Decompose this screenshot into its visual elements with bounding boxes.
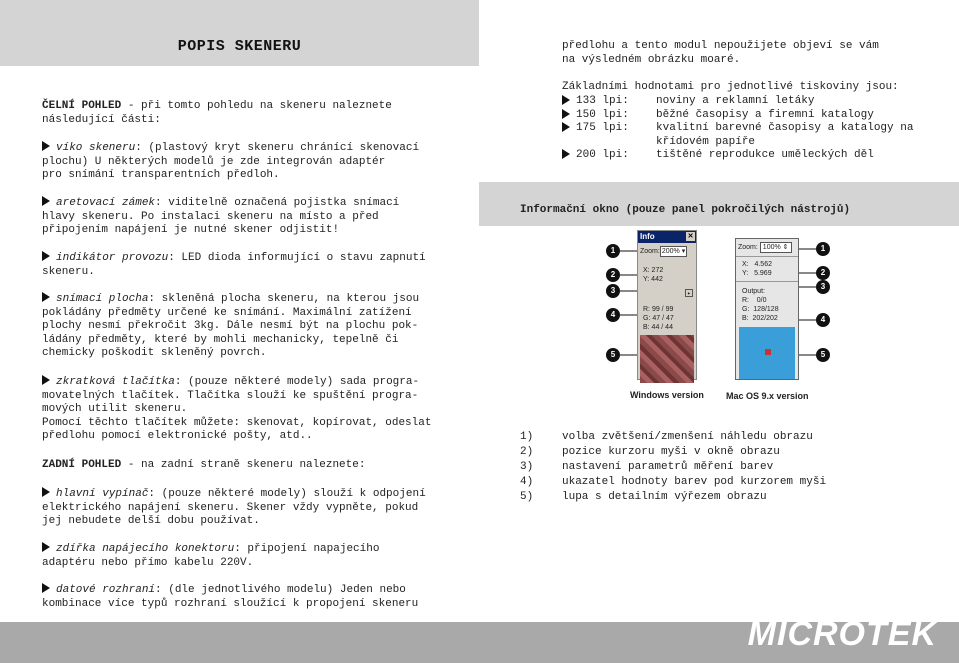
magnifier-preview <box>739 327 795 379</box>
bullet-arrow-icon <box>562 149 570 159</box>
list-item: 2) pozice kurzoru myši v okně obrazu <box>520 446 780 458</box>
callout-4: 4 <box>606 308 620 322</box>
microtek-logo: MICROTEK <box>747 615 937 653</box>
mac-info-window <box>735 238 799 380</box>
lpi-row: 175 lpi: kvalitní barevné časopisy a katalogy na křídovém papíře <box>562 122 922 149</box>
item-tlacitka: zkratková tlačítka: (pouze některé modely) sada progra- movatelných tlačítek. Tlačítka slouží ke spuštění progra- mových utilit skeneru. Pomocí těchto tlačítek můžete: skenovat, kopírovat, odeslat předlohu pomocí elektronické pošty, atd.. <box>42 376 432 443</box>
window-titlebar: Info ✕ <box>638 231 696 243</box>
header-band <box>0 0 479 66</box>
bullet-arrow-icon <box>42 375 50 385</box>
lpi-list <box>562 95 922 163</box>
moire-continuation: předlohu a tento modul nepoužijete objeví se vám na výsledném obrázku moaré. <box>562 40 879 66</box>
callout-3: 3 <box>816 280 830 294</box>
item-aretace: aretovací zámek: viditelně označená pojistka snímací hlavy skeneru. Po instalaci skeneru na místo a před připojením napájení je nutné skener odjistit! <box>42 197 400 237</box>
play-icon: ▸ <box>685 289 693 297</box>
bullet-arrow-icon <box>42 583 50 593</box>
front-view-intro: ČELNÍ POHLED - při tomto pohledu na skeneru naleznete následující části: <box>42 100 392 126</box>
list-item: 1) volba zvětšení/zmenšení náhledu obrazu <box>520 431 813 443</box>
windows-info-window <box>637 230 697 380</box>
list-item: 4) ukazatel hodnoty barev pod kurzorem myši <box>520 476 827 488</box>
callout-3: 3 <box>606 284 620 298</box>
rear-heading: ZADNÍ POHLED <box>42 459 122 471</box>
front-heading: ČELNÍ POHLED <box>42 100 122 112</box>
magnifier-preview <box>640 335 694 383</box>
bullet-arrow-icon <box>42 292 50 302</box>
zoom-row: Zoom: 100% ⇕ <box>736 239 798 256</box>
lpi-row: 150 lpi: běžné časopisy a firemní katalogy <box>562 109 922 123</box>
lpi-row: 200 lpi: tištěné reprodukce uměleckých děl <box>562 149 922 163</box>
bullet-arrow-icon <box>42 251 50 261</box>
bullet-arrow-icon <box>42 542 50 552</box>
callout-1: 1 <box>816 242 830 256</box>
info-section-title: Informační okno (pouze panel pokročilých nástrojů) <box>520 204 851 216</box>
lpi-row: 133 lpi: noviny a reklamní letáky <box>562 95 922 109</box>
cursor-position: X: 4.562 Y: 5.969 <box>736 256 798 278</box>
zoom-row: Zoom: 200% ▾ <box>640 248 686 255</box>
zoom-select[interactable]: 200% ▾ <box>661 248 686 255</box>
bullet-arrow-icon <box>562 109 570 119</box>
callout-2: 2 <box>816 266 830 280</box>
list-item: 5) lupa s detailním výřezem obrazu <box>520 491 767 503</box>
rear-view-intro: ZADNÍ POHLED - na zadní straně skeneru naleznete: <box>42 459 366 471</box>
mac-caption: Mac OS 9.x version <box>726 391 809 401</box>
windows-caption: Windows version <box>630 390 704 400</box>
bullet-arrow-icon <box>42 141 50 151</box>
callout-4: 4 <box>816 313 830 327</box>
callout-2: 2 <box>606 268 620 282</box>
callout-5: 5 <box>606 348 620 362</box>
list-item: 3) nastavení parametrů měření barev <box>520 461 774 473</box>
item-rozhrani: datové rozhraní: (dle jednotlivého modelu) Jeden nebo kombinace více typů rozhraní sloužící k propojení skeneru <box>42 584 419 610</box>
item-plocha: snímací plocha: skleněná plocha skeneru, na kterou jsou pokládány předměty určené ke snímání. Maximální zatížení plochy nesmí překročit 3kg. Dále nesmí být na plochu pok- ládány předměty, které by mohli mechanicky, tepelně či chemicky poškodit skleněný povrch. <box>42 293 420 360</box>
item-vypinac: hlavní vypínač: (pouze některé modely) slouží k odpojení elektrického napájení skeneru. Skener vždy vypněte, pokud jej nebudete delší dobu používat. <box>42 488 426 528</box>
bullet-arrow-icon <box>562 95 570 105</box>
item-zdirka: zdířka napájecího konektoru: připojení napajecího adaptéru nebo přímo kabelu 220V. <box>42 543 380 569</box>
measure-settings-button[interactable] <box>638 284 696 301</box>
color-values: Output: R: 0/0 G: 128/128 B: 202/202 <box>736 281 798 323</box>
bullet-arrow-icon <box>562 122 570 132</box>
cursor-position: X: 272 Y: 442 <box>643 267 664 283</box>
color-values: R: 99 / 99 G: 47 / 47 B: 44 / 44 <box>643 305 674 331</box>
callout-5: 5 <box>816 348 830 362</box>
bullet-arrow-icon <box>42 196 50 206</box>
item-indikator: indikátor provozu: LED dioda informující o stavu zapnutí skeneru. <box>42 252 426 278</box>
legend-list <box>520 431 826 506</box>
page-title: POPIS SKENERU <box>177 38 302 55</box>
close-icon[interactable]: ✕ <box>687 233 694 240</box>
cursor-marker <box>765 349 771 355</box>
zoom-select[interactable]: 100% ⇕ <box>760 242 792 253</box>
lpi-intro: Základními hodnotami pro jednotlivé tiskoviny jsou: <box>562 81 899 93</box>
item-viko: víko skeneru: (plastový kryt skeneru chránící skenovací plochu) U některých modelů je zde integrován adaptér pro snímání transparentních předloh. <box>42 142 420 182</box>
callout-1: 1 <box>606 244 620 258</box>
bullet-arrow-icon <box>42 487 50 497</box>
